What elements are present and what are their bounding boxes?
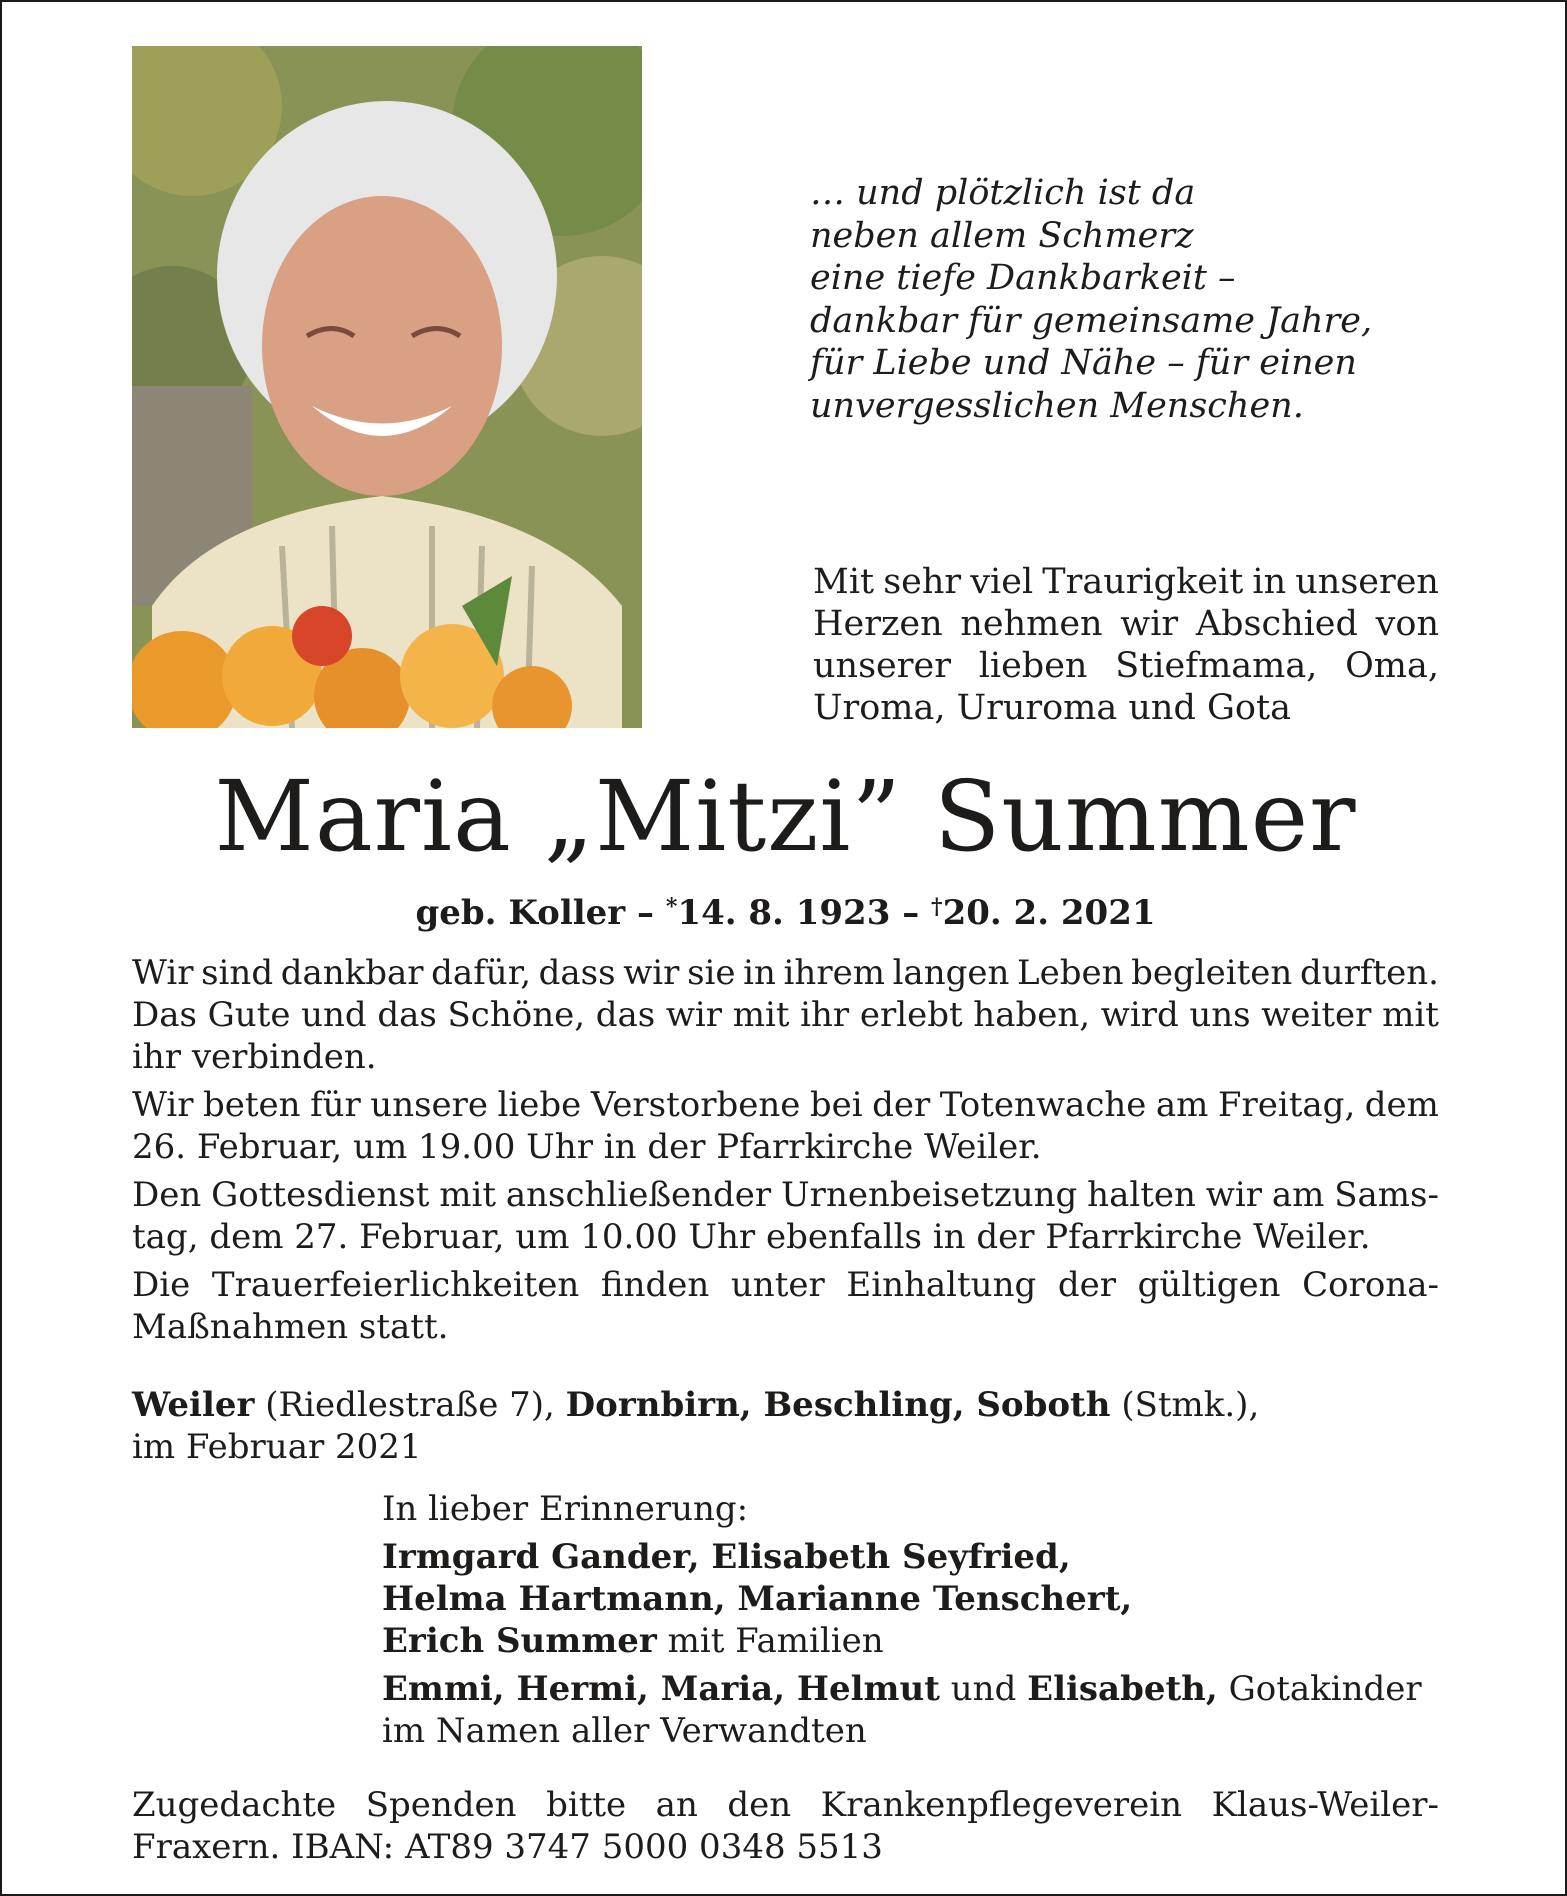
intro-line: unserer lieben Stiefmama, Oma, [813,646,1439,686]
intro-line: Herzen nehmen wir Abschied von [813,604,1439,644]
poem-line: dankbar für gemeinsame Jahre, [810,300,1373,341]
text-line: Wir sind dankbar dafür, dass wir sie in ihrem langen Leben begleiten durften. [132,953,1439,993]
mourner-name: Erich Summer [382,1621,657,1661]
portrait-illustration [132,46,642,728]
text-line: Zugedachte Spenden bitte an den Krankenpflegeverein Klaus-Weiler- [132,1785,1439,1825]
mourner-names: Emmi, Hermi, Maria, Helmut [382,1669,940,1709]
poem-verse [810,172,1510,427]
paragraph-corona [132,1264,1439,1348]
place-towns: Dornbirn, Beschling, Soboth [565,1385,1111,1425]
mourner-note: Gotakinder [1228,1669,1422,1709]
text-line: 26. Februar, um 19.00 Uhr in der Pfarrkirche Weiler. [132,1127,1042,1167]
birth-name: geb. Koller [415,893,626,933]
intro-line: Mit sehr viel Traurigkeit in unseren [813,562,1439,602]
poem-line: eine tiefe Dankbarkeit – [810,258,1236,298]
poem-line: unvergesslichen Menschen. [810,385,1304,426]
portrait-photo [132,46,642,728]
obituary-body [132,952,1439,1354]
poem-line: … und plötzlich ist da [810,173,1196,213]
mourner-line: Irmgard Gander, Elisabeth Seyfried, [382,1537,1071,1577]
death-cross-icon: † [931,894,943,920]
separator: – [637,893,655,933]
memory-heading: In lieber Erinnerung: [382,1489,749,1529]
life-dates [2,887,1567,933]
mourner-line [382,1668,1439,1710]
mourner-name: Elisabeth, [1027,1669,1218,1709]
paragraph-service [132,1174,1439,1258]
text-line: Die Trauerfeierlichkeiten finden unter Einhaltung der gültigen Corona- [132,1265,1439,1305]
text-line: ihr verbinden. [132,1037,377,1077]
mourner-line: im Namen aller Verwandten [382,1711,867,1751]
intro-text [813,561,1439,729]
place-line [132,1384,1439,1426]
mourner-note: mit Familien [667,1621,884,1661]
place-and-date [132,1384,1439,1468]
text-line: tag, dem 27. Februar, um 10.00 Uhr ebenfalls in der Pfarrkirche Weiler. [132,1217,1371,1257]
intro-line: Uroma, Ururoma und Gota [813,688,1291,728]
text-line: Fraxern. IBAN: AT89 3747 5000 0348 5513 [132,1827,883,1867]
paragraph-wake [132,1084,1439,1168]
death-date: 20. 2. 2021 [942,893,1156,933]
text-line: Wir beten für unsere liebe Verstorbene bei der Totenwache am Freitag, dem [132,1085,1439,1125]
text-line: Das Gute und das Schöne, das wir mit ihr erlebt haben, wird uns weiter mit [132,995,1439,1035]
deceased-name: Maria „Mitzi” Summer [214,760,1357,873]
separator: – [902,893,920,933]
in-memory-block [382,1488,1439,1752]
text-line: Maßnahmen statt. [132,1307,449,1347]
paragraph-gratitude [132,952,1439,1078]
place-region: (Stmk.), [1121,1385,1260,1425]
birth-star-icon: * [665,894,678,920]
place-date: im Februar 2021 [132,1427,422,1467]
mourner-und: und [950,1669,1017,1709]
mourner-line: Helma Hartmann, Marianne Tenschert, [382,1579,1133,1619]
poem-line: neben allem Schmerz [810,215,1194,256]
place-town: Weiler [132,1385,255,1425]
mourner-line [382,1620,1439,1662]
birth-date: 14. 8. 1923 [677,893,891,933]
poem-line: für Liebe und Nähe – für einen [810,343,1357,383]
place-address: (Riedlestraße 7), [265,1385,555,1425]
text-line: Den Gottesdienst mit anschließender Urnenbeisetzung halten wir am Sams- [132,1175,1439,1215]
donation-note [132,1784,1439,1868]
